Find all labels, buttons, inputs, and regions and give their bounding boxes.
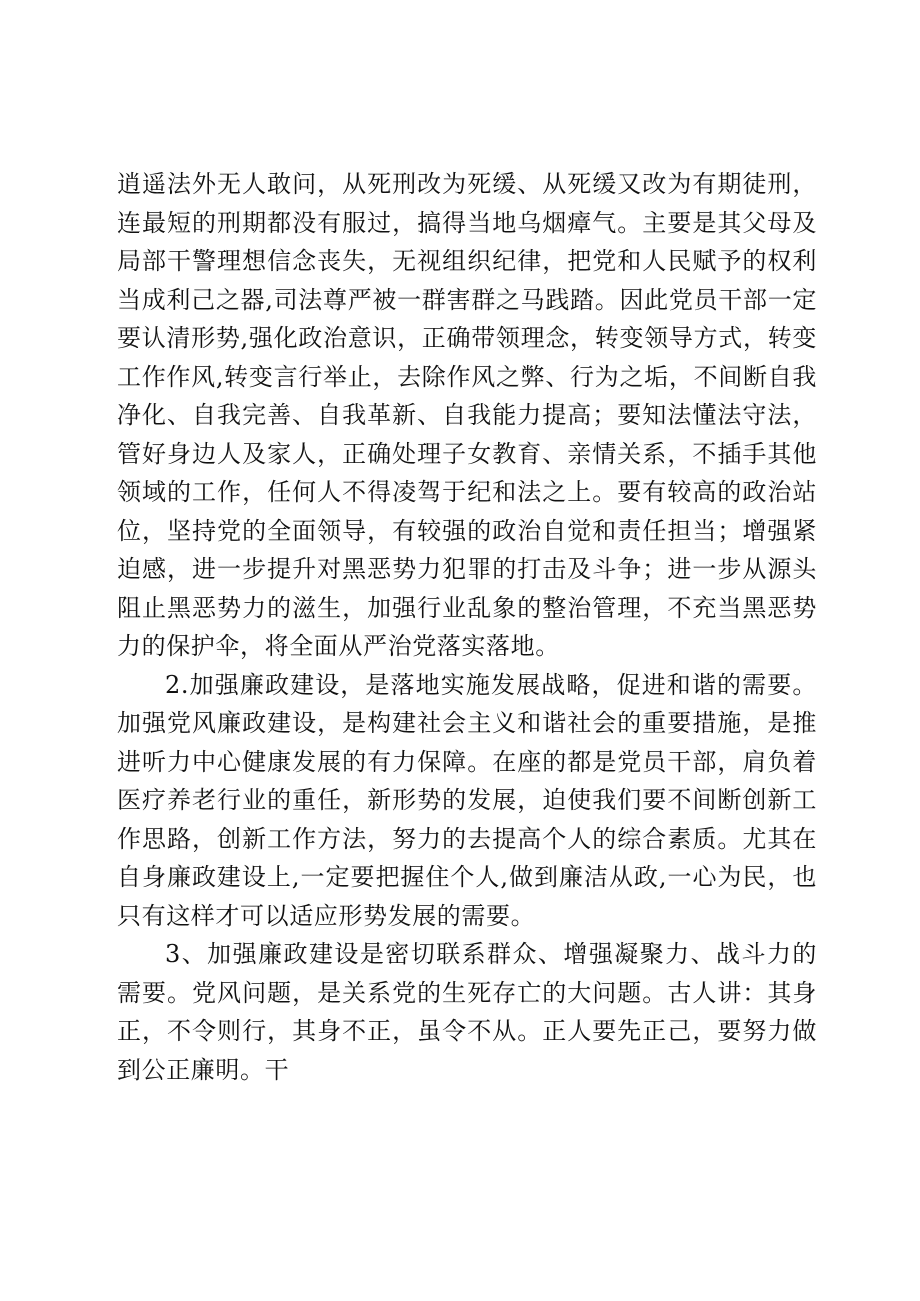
paragraph-continued: 逍遥法外无人敢问，从死刑改为死缓、从死缓又改为有期徒刑，连最短的刑期都没有服过，搞得当地乌烟瘴气。主要是其父母及局部干警理想信念丧失，无视组织纪律，把党和人民赋予的权利当成利己之器,司法尊严被一群害群之马践踏。因此党员干部一定要认清形势,强化政治意识，正确带领理念，转变领导方式，转变工作作风,转变言行举止，去除作风之弊、行为之垢，不间断自我净化、自我完善、自我革新、自我能力提高；要知法懂法守法，管好身边人及家人，正确处理子女教育、亲情关系，不插手其他领域的工作，任何人不得凌驾于纪和法之上。要有较高的政治站位，坚持党的全面领导，有较强的政治自觉和责任担当；增强紧迫感，进一步提升对黑恶势力犯罪的打击及斗争；进一步从源头阻止黑恶势力的滋生，加强行业乱象的整治管理，不充当黑恶势力的保护伞，将全面从严治党落实落地。: [117, 170, 817, 660]
document-body: [117, 165, 817, 1089]
paragraph-2: 2.加强廉政建设，是落地实施发展战略，促进和谐的需要。加强党风廉政建设，是构建社会主义和谐社会的重要措施，是推进听力中心健康发展的有力保障。在座的都是党员干部，肩负着医疗养老行业的重任，新形势的发展，迫使我们要不间断创新工作思路，创新工作方法，努力的去提高个人的综合素质。尤其在自身廉政建设上,一定要把握住个人,做到廉洁从政,一心为民，也只有这样才可以适应形势发展的需要。: [117, 670, 817, 930]
paragraph-3: 3、加强廉政建设是密切联系群众、增强凝聚力、战斗力的需要。党风问题，是关系党的生死存亡的大问题。古人讲：其身正，不令则行，其身不正，虽令不从。正人要先正己，要努力做到公正廉明。干: [117, 940, 817, 1084]
